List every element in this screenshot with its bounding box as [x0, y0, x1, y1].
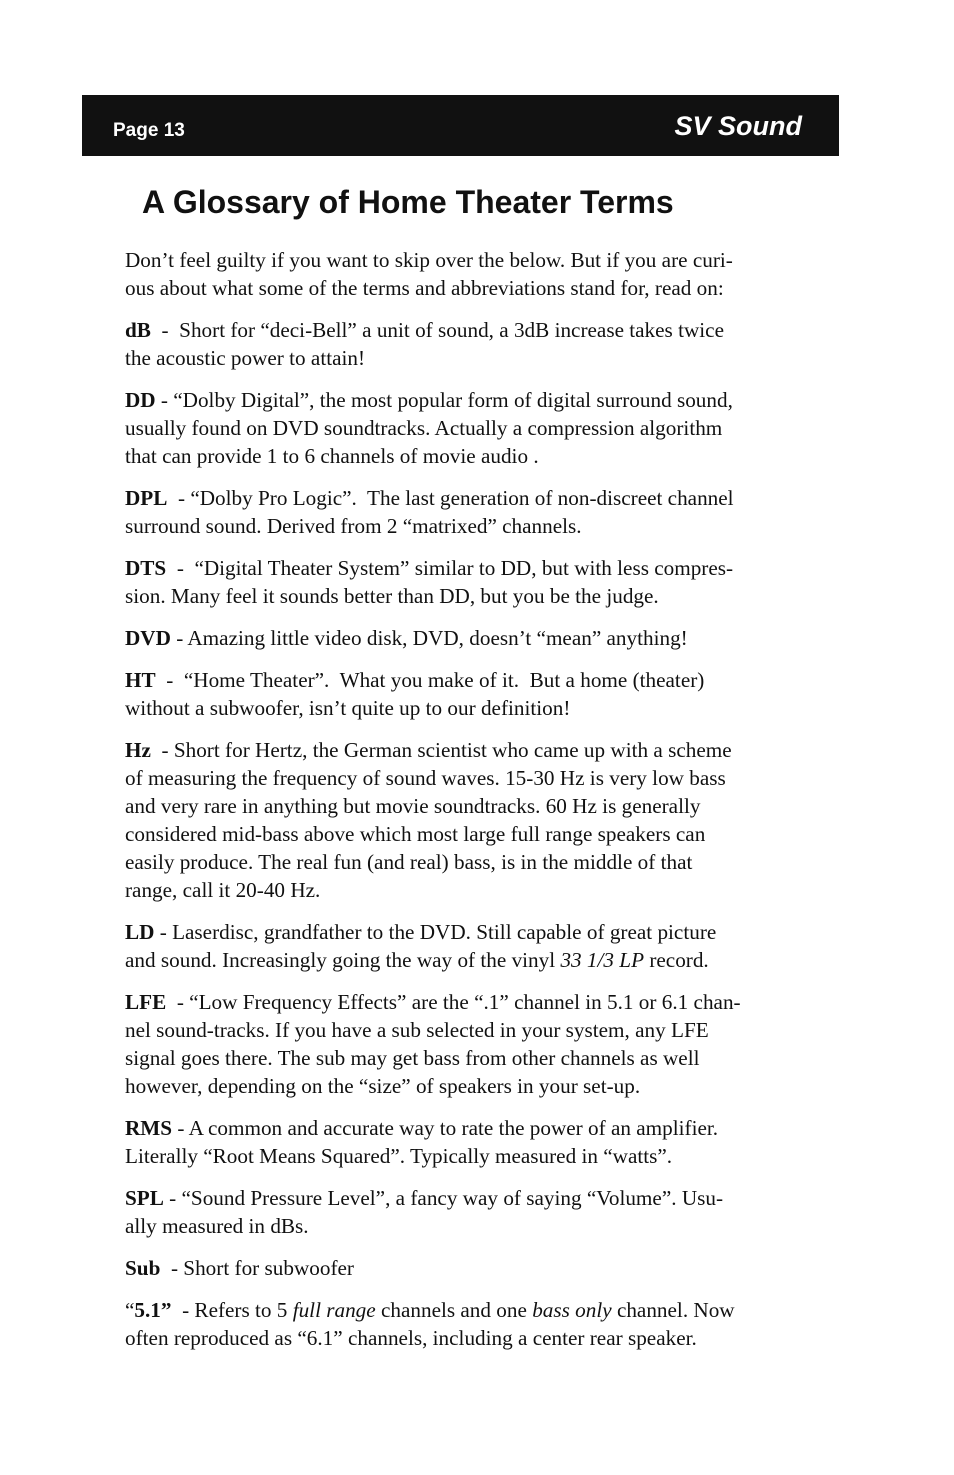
term-5-1: 5.1” [134, 1298, 172, 1322]
definition-dts-line-2: sion. Many feel it sounds better than DD, but you be the judge. [125, 584, 659, 608]
definition-dd-line-1: - “Dolby Digital”, the most popular form of digital surround sound, [155, 388, 733, 412]
definition-spl-line-1: - “Sound Pressure Level”, a fancy way of saying “Volume”. Usu- [163, 1186, 724, 1210]
glossary-entry-ht [125, 666, 831, 722]
definition-dd-line-2: usually found on DVD soundtracks. Actually a compression algorithm [125, 416, 723, 440]
definition-rms-line-2: Literally “Root Means Squared”. Typically measured in “watts”. [125, 1144, 673, 1168]
term-5-1-open-quote: “ [125, 1298, 135, 1322]
definition-db-line-2: the acoustic power to attain! [125, 346, 366, 370]
definition-ld-vinyl-format: 33 1/3 LP [560, 948, 645, 972]
term-dts: DTS [125, 556, 167, 580]
definition-hz-line-6: range, call it 20-40 Hz. [125, 878, 321, 902]
definition-db-line-1: - Short for “deci-Bell” a unit of sound, a 3dB increase takes twice [150, 318, 724, 342]
definition-lfe-line-4: however, depending on the “size” of speakers in your set-up. [125, 1074, 641, 1098]
definition-sub-line-1: - Short for subwoofer [160, 1256, 354, 1280]
glossary-entry-hz [125, 736, 831, 904]
definition-hz-line-5: easily produce. The real fun (and real) bass, is in the middle of that [125, 850, 693, 874]
glossary-entry-sub [125, 1254, 831, 1282]
definition-lfe-line-1: - “Low Frequency Effects” are the “.1” channel in 5.1 or 6.1 chan- [166, 990, 741, 1014]
intro-line-1: Don’t feel guilty if you want to skip over the below. But if you are curi- [125, 248, 733, 272]
definition-dts-line-1: - “Digital Theater System” similar to DD, but with less compres- [166, 556, 734, 580]
definition-5-1-bass-only: bass only [532, 1298, 612, 1322]
term-db: dB [125, 318, 151, 342]
definition-5-1-line-1-middle: channels and one [375, 1298, 533, 1322]
definition-5-1-full-range: full range [292, 1298, 376, 1322]
term-dvd: DVD [125, 626, 171, 650]
brand-name: SV Sound [674, 111, 802, 141]
term-hz: Hz [125, 738, 151, 762]
definition-hz-line-3: and very rare in anything but movie soundtracks. 60 Hz is generally [125, 794, 701, 818]
definition-hz-line-1: - Short for Hertz, the German scientist who came up with a scheme [150, 738, 732, 762]
glossary-entry-5-1 [125, 1296, 831, 1352]
term-ld: LD [125, 920, 155, 944]
definition-spl-line-2: ally measured in dBs. [125, 1214, 309, 1238]
glossary-entry-dpl [125, 484, 831, 540]
glossary-entry-spl [125, 1184, 831, 1240]
definition-hz-line-2: of measuring the frequency of sound waves. 15-30 Hz is very low bass [125, 766, 726, 790]
definition-ld-line-2-start: and sound. Increasingly going the way of the vinyl [125, 948, 561, 972]
intro-paragraph [125, 246, 831, 302]
glossary-entry-lfe [125, 988, 831, 1100]
definition-dpl-line-2: surround sound. Derived from 2 “matrixed” channels. [125, 514, 582, 538]
definition-lfe-line-2: nel sound-tracks. If you have a sub selected in your system, any LFE [125, 1018, 709, 1042]
definition-hz-line-4: considered mid-bass above which most large full range speakers can [125, 822, 706, 846]
definition-lfe-line-3: signal goes there. The sub may get bass from other channels as well [125, 1046, 700, 1070]
definition-ht-line-2: without a subwoofer, isn’t quite up to our definition! [125, 696, 571, 720]
definition-ld-line-1: - Laserdisc, grandfather to the DVD. Still capable of great picture [154, 920, 717, 944]
definition-5-1-line-2: often reproduced as “6.1” channels, including a center rear speaker. [125, 1326, 697, 1350]
definition-dpl-line-1: - “Dolby Pro Logic”. The last generation of non-discreet channel [167, 486, 734, 510]
term-dpl: DPL [125, 486, 168, 510]
glossary-entry-db [125, 316, 831, 372]
term-sub: Sub [125, 1256, 161, 1280]
glossary-entry-dd [125, 386, 831, 470]
definition-5-1-line-1-end: channel. Now [611, 1298, 735, 1322]
glossary-entry-rms [125, 1114, 831, 1170]
glossary-entry-ld [125, 918, 831, 974]
definition-ld-line-2-end: record. [644, 948, 709, 972]
glossary-content [125, 246, 831, 1366]
glossary-entry-dts [125, 554, 831, 610]
definition-5-1-line-1-start: - Refers to 5 [171, 1298, 293, 1322]
term-rms: RMS [125, 1116, 173, 1140]
term-spl: SPL [125, 1186, 164, 1210]
term-dd: DD [125, 388, 156, 412]
definition-dd-line-3: that can provide 1 to 6 channels of movie audio . [125, 444, 539, 468]
definition-dvd-line-1: - Amazing little video disk, DVD, doesn’t “mean” anything! [170, 626, 688, 650]
term-lfe: LFE [125, 990, 167, 1014]
definition-rms-line-1: - A common and accurate way to rate the power of an amplifier. [172, 1116, 719, 1140]
definition-ht-line-1: - “Home Theater”. What you make of it. But a home (theater) [155, 668, 705, 692]
page-header-bar [82, 95, 839, 156]
glossary-entry-dvd [125, 624, 831, 652]
term-ht: HT [125, 668, 156, 692]
page-number: Page 13 [113, 120, 185, 141]
page-title: A Glossary of Home Theater Terms [142, 184, 674, 220]
intro-line-2: ous about what some of the terms and abbreviations stand for, read on: [125, 276, 724, 300]
